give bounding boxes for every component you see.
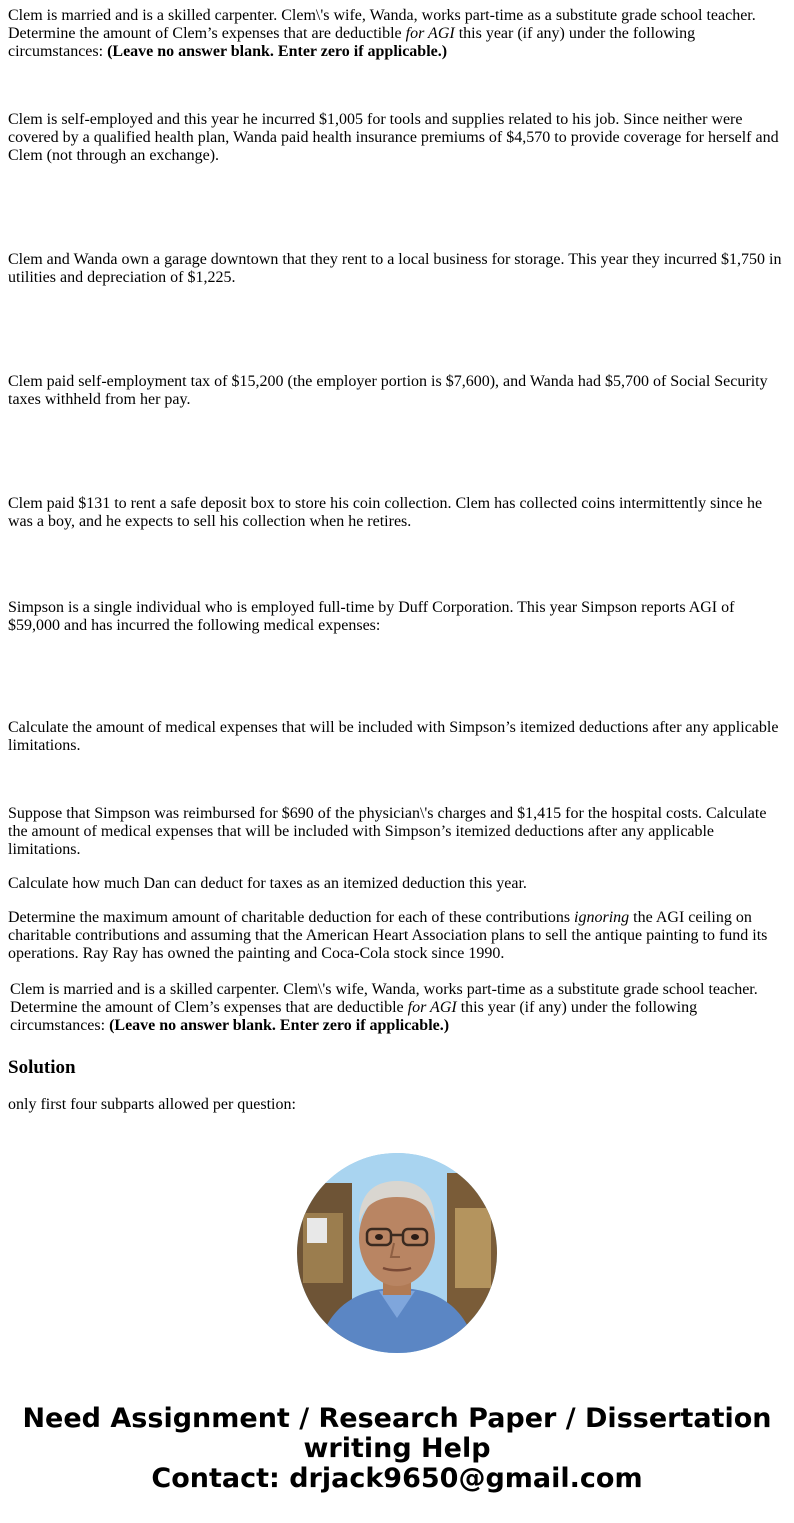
calc-medical-paragraph: Calculate the amount of medical expenses that will be included with Simpson’s itemized deductions after any applicable limitations. [8,719,779,754]
reimbursed-paragraph: Suppose that Simpson was reimbursed for $690 of the physician\'s charges and $1,415 for the hospital costs. Calculate the amount of medical expenses that will be included with Simpson’s itemized deductions after any applicable limitations. [8,805,767,858]
intro-emphasis: for AGI [405,25,455,42]
contact-banner-line-1: Need Assignment / Research Paper / Dissertation [22,1403,772,1434]
solution-heading: Solution [8,1057,76,1078]
contact-banner-line-2: writing Help [303,1433,491,1464]
contact-banner [0,1404,794,1494]
intro-paragraph [8,7,786,61]
intro-text-continued: this year (if any) under the following circumstances: [8,25,696,60]
se-tax-paragraph: Clem paid self-employment tax of $15,200 (the employer portion is $7,600), and Wanda had $5,700 of Social Security taxes withheld from her pay. [8,373,768,408]
safe-deposit-paragraph: Clem paid $131 to rent a safe deposit box to store his coin collection. Clem has collected coins intermittently since he was a boy, and he expects to sell his collection when he retires. [8,495,763,530]
intro-repeat-text: Clem is married and is a skilled carpenter. Clem\'s wife, Wanda, works part-time as a substitute grade school teacher. Determine the amount of Clem’s expenses that are deductible [10,981,758,1016]
garage-paragraph: Clem and Wanda own a garage downtown that they rent to a local business for storage. This year they incurred $1,750 in utilities and depreciation of $1,225. [8,251,782,286]
intro-repeat-text-continued: this year (if any) under the following circumstances: [10,999,698,1034]
intro-instruction: (Leave no answer blank. Enter zero if applicable.) [107,43,448,60]
charity-text-continued: the AGI ceiling on charitable contributions and assuming that the American Heart Association plans to sell the antique painting to fund its operations. Ray Ray has owned the painting and Coca-Cola stock since 1990. [8,909,768,962]
dan-paragraph: Calculate how much Dan can deduct for taxes as an itemized deduction this year. [8,875,527,892]
charity-text: Determine the maximum amount of charitable deduction for each of these contributions [8,909,575,926]
author-portrait-image [297,1153,497,1353]
tools-paragraph: Clem is self-employed and this year he incurred $1,005 for tools and supplies related to his job. Since neither were covered by a qualified health plan, Wanda paid health insurance premiums of $4,570 to provide coverage for herself and Clem (not through an exchange). [8,111,779,164]
intro-repeat-instruction: (Leave no answer blank. Enter zero if applicable.) [109,1017,450,1034]
author-avatar [297,1153,497,1353]
contact-banner-line-3: Contact: drjack9650@gmail.com [151,1463,643,1494]
intro-repeat-paragraph [10,981,780,1035]
intro-repeat-emphasis: for AGI [407,999,457,1016]
simpson-paragraph: Simpson is a single individual who is employed full-time by Duff Corporation. This year Simpson reports AGI of $59,000 and has incurred the following medical expenses: [8,599,735,634]
charity-paragraph [8,909,786,963]
intro-text: Clem is married and is a skilled carpenter. Clem\'s wife, Wanda, works part-time as a substitute grade school teacher. Determine the amount of Clem’s expenses that are deductible [8,7,756,42]
charity-emphasis: ignoring [574,909,630,926]
solution-note: only first four subparts allowed per question: [8,1096,296,1113]
